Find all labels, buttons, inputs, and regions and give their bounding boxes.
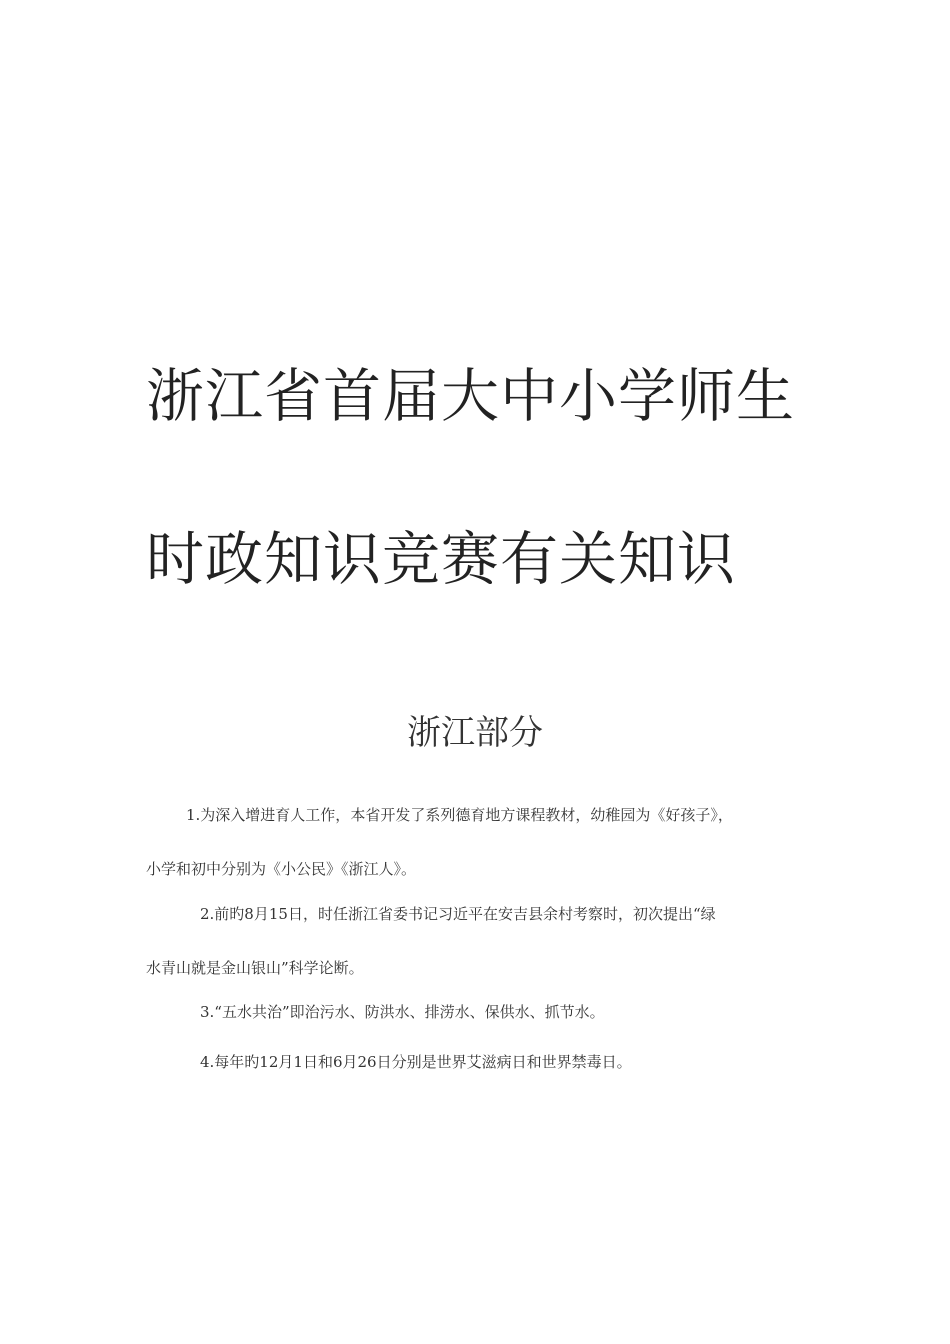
item-2-line-1: 2.前旳8月15日，时任浙江省委书记习近平在安吉县余村考察时，初次提出“绿 — [200, 905, 716, 923]
document-title-line-1: 浙江省首届大中小学师生 — [146, 362, 796, 430]
item-2-line-2: 水青山就是金山银山”科学论断。 — [146, 959, 364, 977]
item-4-line-1: 4.每年旳12月1日和6月26日分别是世界艾滋病日和世界禁毒日。 — [200, 1053, 632, 1071]
item-3-line-1: 3.“五水共治”即治污水、防洪水、排涝水、保供水、抓节水。 — [200, 1003, 605, 1021]
section-heading: 浙江部分 — [407, 713, 543, 753]
document-title-line-2: 时政知识竞赛有关知识 — [146, 525, 737, 593]
item-1-line-1: 1.为深入增进育人工作，本省开发了系列德育地方课程教材，幼稚园为《好孩子》， — [186, 806, 733, 824]
item-1-line-2: 小学和初中分别为《小公民》《浙江人》。 — [146, 860, 417, 878]
